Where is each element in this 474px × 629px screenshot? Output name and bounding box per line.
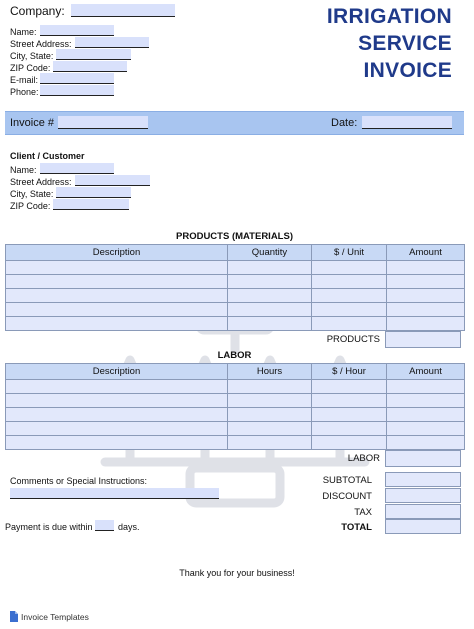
thank-you-message: Thank you for your business! [179, 568, 295, 578]
products-section-title: PRODUCTS (MATERIALS) [176, 231, 293, 242]
invoice-title-line3: INVOICE [363, 59, 452, 82]
company-name-field[interactable] [40, 25, 114, 36]
table-cell[interactable] [312, 289, 387, 303]
labor-header-row [6, 364, 465, 380]
table-cell[interactable] [6, 394, 228, 408]
table-cell[interactable] [6, 275, 228, 289]
table-cell[interactable] [312, 408, 387, 422]
invoice-templates-logo-icon [9, 611, 18, 622]
company-email-label: E-mail: [10, 75, 39, 85]
company-label: Company: [10, 4, 65, 18]
date-label: Date: [331, 117, 358, 129]
table-cell[interactable] [387, 289, 465, 303]
table-cell[interactable] [312, 380, 387, 394]
table-cell[interactable] [228, 261, 312, 275]
customer-name-field[interactable] [40, 163, 114, 174]
products-header-row [6, 245, 465, 261]
table-cell[interactable] [6, 303, 228, 317]
company-city-field[interactable] [56, 49, 131, 60]
table-cell[interactable] [387, 394, 465, 408]
customer-city-field[interactable] [56, 187, 131, 198]
table-row [6, 275, 465, 289]
company-field[interactable] [71, 4, 175, 17]
labor-col-rate: $ / Hour [312, 364, 387, 380]
table-cell[interactable] [387, 422, 465, 436]
labor-total-label: LABOR [347, 453, 380, 464]
subtotal-label: SUBTOTAL [322, 475, 372, 486]
products-total-field[interactable] [385, 331, 461, 348]
company-name-label: Name: [10, 27, 37, 37]
labor-section-title: LABOR [217, 350, 252, 361]
products-table [5, 244, 465, 331]
products-total-label: PRODUCTS [326, 334, 380, 345]
table-cell[interactable] [312, 275, 387, 289]
table-cell[interactable] [228, 303, 312, 317]
table-cell[interactable] [6, 380, 228, 394]
tax-label: TAX [354, 507, 372, 518]
table-row [6, 261, 465, 275]
table-cell[interactable] [387, 317, 465, 331]
company-email-field[interactable] [40, 73, 114, 84]
company-zip-field[interactable] [53, 61, 127, 72]
table-cell[interactable] [228, 436, 312, 450]
table-cell[interactable] [312, 394, 387, 408]
table-row [6, 317, 465, 331]
table-cell[interactable] [312, 422, 387, 436]
company-city-label: City, State: [10, 51, 54, 61]
table-cell[interactable] [228, 317, 312, 331]
customer-name-label: Name: [10, 165, 37, 175]
company-zip-label: ZIP Code: [10, 63, 51, 73]
table-cell[interactable] [6, 408, 228, 422]
customer-heading: Client / Customer [10, 151, 85, 161]
discount-field[interactable] [385, 488, 461, 503]
table-row [6, 422, 465, 436]
invoice-title-line2: SERVICE [358, 32, 452, 55]
total-field[interactable] [385, 519, 461, 534]
table-cell[interactable] [387, 436, 465, 450]
comments-label: Comments or Special Instructions: [10, 476, 148, 486]
table-cell[interactable] [228, 422, 312, 436]
table-row [6, 380, 465, 394]
labor-table [5, 363, 465, 450]
customer-street-field[interactable] [75, 175, 150, 186]
table-cell[interactable] [6, 422, 228, 436]
table-cell[interactable] [228, 275, 312, 289]
products-col-amount: Amount [387, 245, 465, 261]
table-cell[interactable] [6, 261, 228, 275]
invoice-title-line1: IRRIGATION [326, 5, 452, 28]
table-row [6, 436, 465, 450]
payment-suffix-label: days. [118, 522, 140, 532]
table-cell[interactable] [312, 436, 387, 450]
table-cell[interactable] [312, 261, 387, 275]
table-cell[interactable] [387, 408, 465, 422]
comments-field[interactable] [10, 488, 219, 499]
table-cell[interactable] [387, 303, 465, 317]
customer-street-label: Street Address: [10, 177, 72, 187]
table-row [6, 303, 465, 317]
subtotal-field[interactable] [385, 472, 461, 487]
tax-field[interactable] [385, 504, 461, 519]
company-phone-label: Phone: [10, 87, 39, 97]
table-cell[interactable] [312, 303, 387, 317]
table-row [6, 394, 465, 408]
table-cell[interactable] [387, 380, 465, 394]
customer-zip-label: ZIP Code: [10, 201, 51, 211]
company-phone-field[interactable] [40, 85, 114, 96]
table-row [6, 408, 465, 422]
table-cell[interactable] [387, 275, 465, 289]
invoice-number-label: Invoice # [10, 117, 55, 129]
labor-col-hours: Hours [228, 364, 312, 380]
table-cell[interactable] [6, 317, 228, 331]
table-cell[interactable] [312, 317, 387, 331]
table-cell[interactable] [387, 261, 465, 275]
payment-prefix-label: Payment is due within [5, 522, 93, 532]
customer-zip-field[interactable] [53, 199, 129, 210]
table-cell[interactable] [6, 289, 228, 303]
labor-col-amount: Amount [387, 364, 465, 380]
discount-label: DISCOUNT [322, 491, 372, 502]
table-cell[interactable] [228, 289, 312, 303]
labor-total-field[interactable] [385, 450, 461, 467]
table-row [6, 289, 465, 303]
company-street-label: Street Address: [10, 39, 72, 49]
products-col-unit-price: $ / Unit [312, 245, 387, 261]
invoice-number-field[interactable] [58, 116, 148, 129]
products-col-quantity: Quantity [228, 245, 312, 261]
footer-brand-label: Invoice Templates [21, 612, 89, 622]
company-street-field[interactable] [75, 37, 149, 48]
date-field[interactable] [362, 116, 452, 129]
total-label: TOTAL [341, 522, 372, 533]
table-cell[interactable] [228, 408, 312, 422]
customer-city-label: City, State: [10, 189, 54, 199]
payment-days-field[interactable] [95, 520, 114, 531]
products-col-description: Description [6, 245, 228, 261]
table-cell[interactable] [6, 436, 228, 450]
table-cell[interactable] [228, 394, 312, 408]
labor-col-description: Description [6, 364, 228, 380]
table-cell[interactable] [228, 380, 312, 394]
